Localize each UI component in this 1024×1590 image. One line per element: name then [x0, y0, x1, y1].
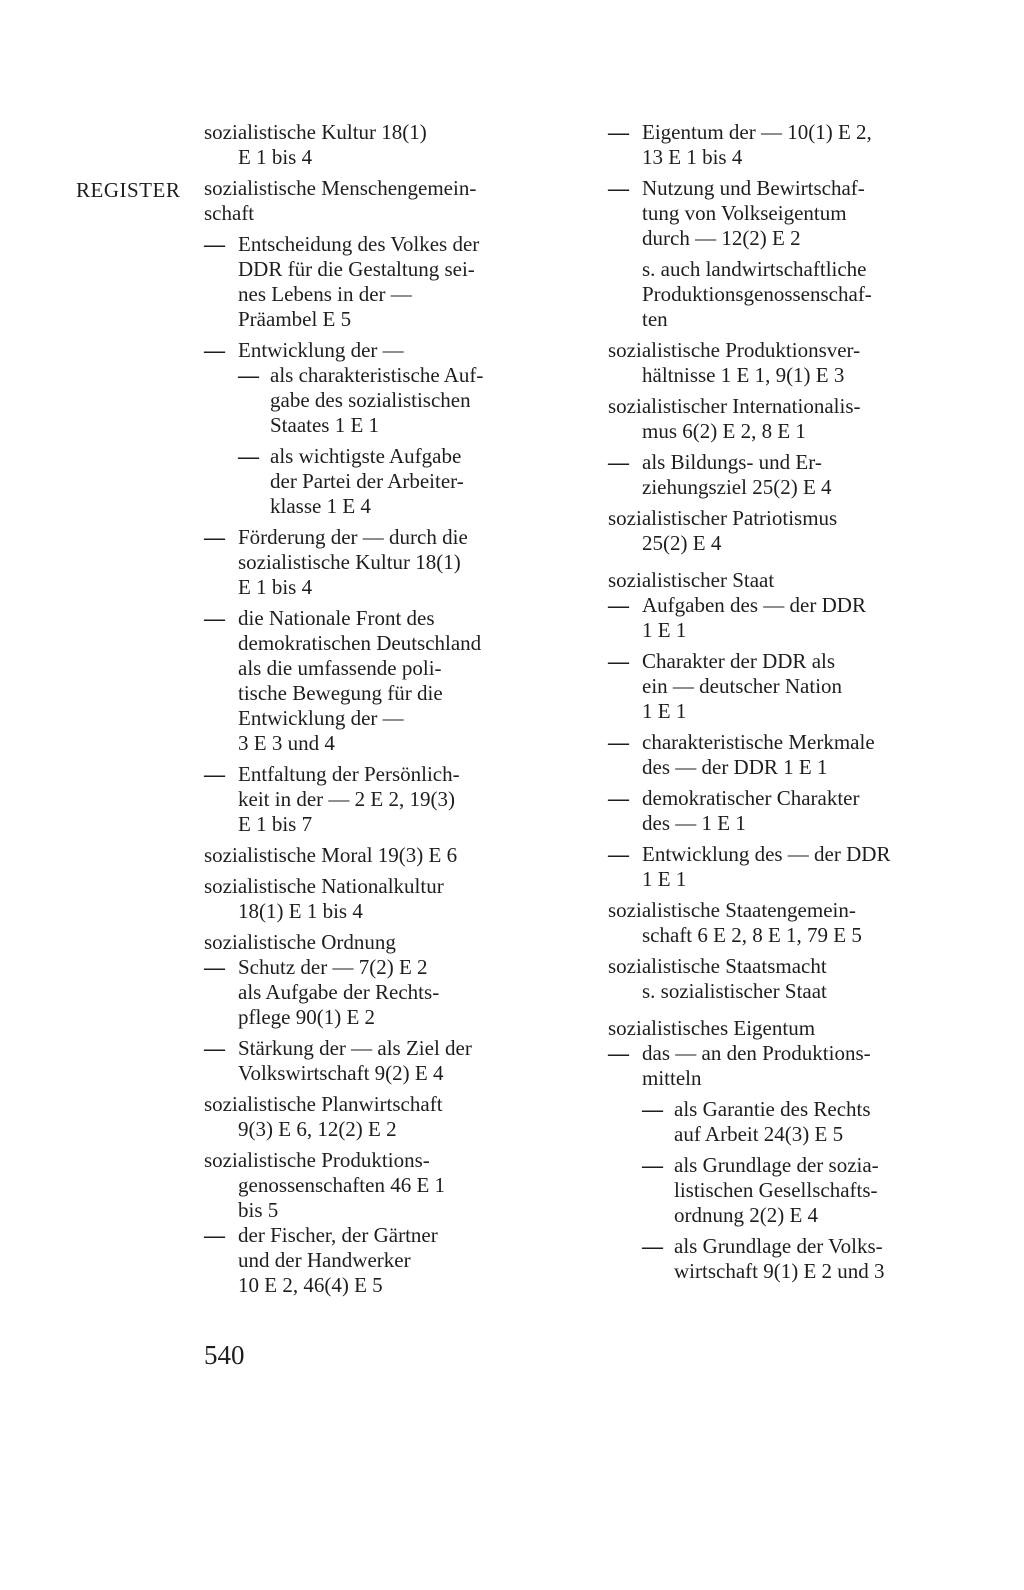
entry-line: Produktionsgenossenschaf-	[642, 282, 872, 306]
dash-marker: —	[204, 955, 225, 979]
entry-line: sozialistische Produktionsver-	[608, 338, 861, 362]
entry-line: tische Bewegung für die	[238, 681, 443, 705]
list-item	[204, 363, 544, 438]
dash-marker: —	[204, 762, 225, 786]
entry-line: Entwicklung der —	[238, 338, 404, 362]
list-item	[204, 525, 544, 600]
entry-line: Förderung der — durch die	[238, 525, 468, 549]
list-item	[204, 955, 544, 1030]
left-column	[204, 120, 544, 1298]
dash-marker: —	[608, 649, 629, 673]
entry-line: bis 5	[238, 1198, 279, 1222]
entry-line: 10 E 2, 46(4) E 5	[238, 1273, 383, 1297]
list-item	[608, 842, 950, 892]
entry-line: durch — 12(2) E 2	[642, 226, 801, 250]
dash-marker: —	[608, 730, 629, 754]
entry-line: sozialistische Planwirtschaft	[204, 1092, 443, 1116]
entry-line: s. sozialistischer Staat	[642, 979, 827, 1003]
entry-line: E 1 bis 4	[238, 145, 313, 169]
dash-marker: —	[608, 120, 629, 144]
entry-line: hältnisse 1 E 1, 9(1) E 3	[642, 363, 845, 387]
list-item	[608, 450, 950, 500]
entry-line: ziehungsziel 25(2) E 4	[642, 475, 832, 499]
list-item	[204, 1223, 544, 1298]
entry-line: schaft 6 E 2, 8 E 1, 79 E 5	[642, 923, 862, 947]
entry-line: ordnung 2(2) E 4	[674, 1203, 819, 1227]
list-item	[204, 338, 544, 363]
entry-line: das — an den Produktions-	[642, 1041, 871, 1065]
entry-line: sozialistische Moral 19(3) E 6	[204, 843, 458, 867]
entry-line: 1 E 1	[642, 867, 687, 891]
entry-line: 18(1) E 1 bis 4	[238, 899, 363, 923]
list-item	[608, 730, 950, 780]
list-item	[204, 843, 544, 868]
dash-marker: —	[608, 593, 629, 617]
list-item	[608, 649, 950, 724]
dash-marker: —	[608, 786, 629, 810]
entry-line: des — 1 E 1	[642, 811, 746, 835]
entry-line: gabe des sozialistischen	[270, 388, 471, 412]
entry-line: demokratischer Charakter	[642, 786, 860, 810]
list-item	[608, 568, 950, 593]
dash-marker: —	[204, 1036, 225, 1060]
entry-line: 9(3) E 6, 12(2) E 2	[238, 1117, 397, 1141]
list-item	[204, 176, 544, 226]
dash-marker: —	[204, 606, 225, 630]
entry-line: tung von Volkseigentum	[642, 201, 847, 225]
entry-line: klasse 1 E 4	[270, 494, 371, 518]
entry-line: E 1 bis 7	[238, 812, 313, 836]
list-item	[204, 444, 544, 519]
entry-line: als die umfassende poli-	[238, 656, 442, 680]
entry-line: und der Handwerker	[238, 1248, 411, 1272]
entry-line: auf Arbeit 24(3) E 5	[674, 1122, 844, 1146]
list-item	[608, 954, 950, 1004]
entry-line: als charakteristische Auf-	[270, 363, 484, 387]
list-item	[204, 1036, 544, 1086]
entry-line: charakteristische Merkmale	[642, 730, 875, 754]
list-item	[204, 606, 544, 756]
entry-line: als Grundlage der Volks-	[674, 1234, 883, 1258]
entry-line: Schutz der — 7(2) E 2	[238, 955, 428, 979]
list-item	[608, 176, 950, 251]
entry-line: E 1 bis 4	[238, 575, 313, 599]
list-item	[608, 338, 950, 388]
entry-line: 1 E 1	[642, 699, 687, 723]
entry-line: des — der DDR 1 E 1	[642, 755, 828, 779]
entry-line: sozialistisches Eigentum	[608, 1016, 816, 1040]
entry-line: pflege 90(1) E 2	[238, 1005, 376, 1029]
list-item	[204, 120, 544, 170]
entry-line: der Fischer, der Gärtner	[238, 1223, 438, 1247]
entry-line: als Bildungs- und Er-	[642, 450, 822, 474]
entry-line: demokratischen Deutschland	[238, 631, 482, 655]
register-label: REGISTER	[76, 178, 181, 202]
dash-marker: —	[608, 1041, 629, 1065]
entry-line: Entwicklung der —	[238, 706, 404, 730]
entry-line: 25(2) E 4	[642, 531, 722, 555]
entry-line: ein — deutscher Nation	[642, 674, 843, 698]
entry-line: ten	[642, 307, 668, 331]
entry-line: Entscheidung des Volkes der	[238, 232, 480, 256]
dash-marker: —	[204, 338, 225, 362]
list-item	[608, 898, 950, 948]
dash-marker: —	[238, 444, 259, 468]
entry-line: als Grundlage der sozia-	[674, 1153, 879, 1177]
list-item	[608, 593, 950, 643]
entry-line: als wichtigste Aufgabe	[270, 444, 462, 468]
list-item	[608, 1016, 950, 1041]
dash-marker: —	[204, 525, 225, 549]
entry-line: nes Lebens in der —	[238, 282, 412, 306]
list-item	[608, 1234, 950, 1284]
dash-marker: —	[642, 1234, 663, 1258]
entry-line: Stärkung der — als Ziel der	[238, 1036, 472, 1060]
entry-line: sozialistische Staatsmacht	[608, 954, 827, 978]
list-item	[608, 506, 950, 556]
entry-line: als Garantie des Rechts	[674, 1097, 871, 1121]
list-item	[608, 1041, 950, 1091]
entry-line: sozialistischer Internationalis-	[608, 394, 861, 418]
dash-marker: —	[238, 363, 259, 387]
entry-line: DDR für die Gestaltung sei-	[238, 257, 475, 281]
entry-line: Eigentum der — 10(1) E 2,	[642, 120, 872, 144]
entry-line: sozialistischer Staat	[608, 568, 775, 592]
dash-marker: —	[608, 176, 629, 200]
dash-marker: —	[642, 1153, 663, 1177]
list-item	[608, 120, 950, 170]
entry-line: sozialistische Nationalkultur	[204, 874, 444, 898]
dash-marker: —	[608, 450, 629, 474]
entry-line: der Partei der Arbeiter-	[270, 469, 464, 493]
entry-line: mus 6(2) E 2, 8 E 1	[642, 419, 806, 443]
list-item	[204, 930, 544, 955]
entry-line: listischen Gesellschafts-	[674, 1178, 878, 1202]
entry-line: Entfaltung der Persönlich-	[238, 762, 460, 786]
entry-line: Aufgaben des — der DDR	[642, 593, 866, 617]
list-item	[608, 394, 950, 444]
list-item	[608, 1097, 950, 1147]
dash-marker: —	[204, 1223, 225, 1247]
list-item	[204, 874, 544, 924]
list-item	[608, 786, 950, 836]
entry-line: Volkswirtschaft 9(2) E 4	[238, 1061, 444, 1085]
entry-line: schaft	[204, 201, 255, 225]
entry-line: Entwicklung des — der DDR	[642, 842, 891, 866]
entry-line: Staates 1 E 1	[270, 413, 380, 437]
entry-line: mitteln	[642, 1066, 702, 1090]
dash-marker: —	[642, 1097, 663, 1121]
entry-line: keit in der — 2 E 2, 19(3)	[238, 787, 455, 811]
entry-line: s. auch landwirtschaftliche	[642, 257, 867, 281]
entry-line: 13 E 1 bis 4	[642, 145, 743, 169]
entry-line: Nutzung und Bewirtschaf-	[642, 176, 865, 200]
entry-line: genossenschaften 46 E 1	[238, 1173, 446, 1197]
list-item	[608, 257, 950, 332]
list-item	[204, 762, 544, 837]
entry-line: 3 E 3 und 4	[238, 731, 335, 755]
list-item	[204, 232, 544, 332]
page-number: 540	[204, 1340, 245, 1370]
entry-line: sozialistische Kultur 18(1)	[204, 120, 427, 144]
entry-line: die Nationale Front des	[238, 606, 435, 630]
dash-marker: —	[608, 842, 629, 866]
entry-line: 1 E 1	[642, 618, 687, 642]
entry-line: Präambel E 5	[238, 307, 352, 331]
list-item	[608, 1153, 950, 1228]
list-item	[204, 1148, 544, 1223]
entry-line: Charakter der DDR als	[642, 649, 836, 673]
entry-line: sozialistische Kultur 18(1)	[238, 550, 461, 574]
dash-marker: —	[204, 232, 225, 256]
entry-line: sozialistische Staatengemein-	[608, 898, 856, 922]
entry-line: wirtschaft 9(1) E 2 und 3	[674, 1259, 885, 1283]
entry-line: sozialistische Menschengemein-	[204, 176, 477, 200]
entry-line: als Aufgabe der Rechts-	[238, 980, 440, 1004]
right-column	[608, 120, 950, 1284]
entry-line: sozialistischer Patriotismus	[608, 506, 838, 530]
list-item	[204, 1092, 544, 1142]
entry-line: sozialistische Produktions-	[204, 1148, 430, 1172]
entry-line: sozialistische Ordnung	[204, 930, 396, 954]
